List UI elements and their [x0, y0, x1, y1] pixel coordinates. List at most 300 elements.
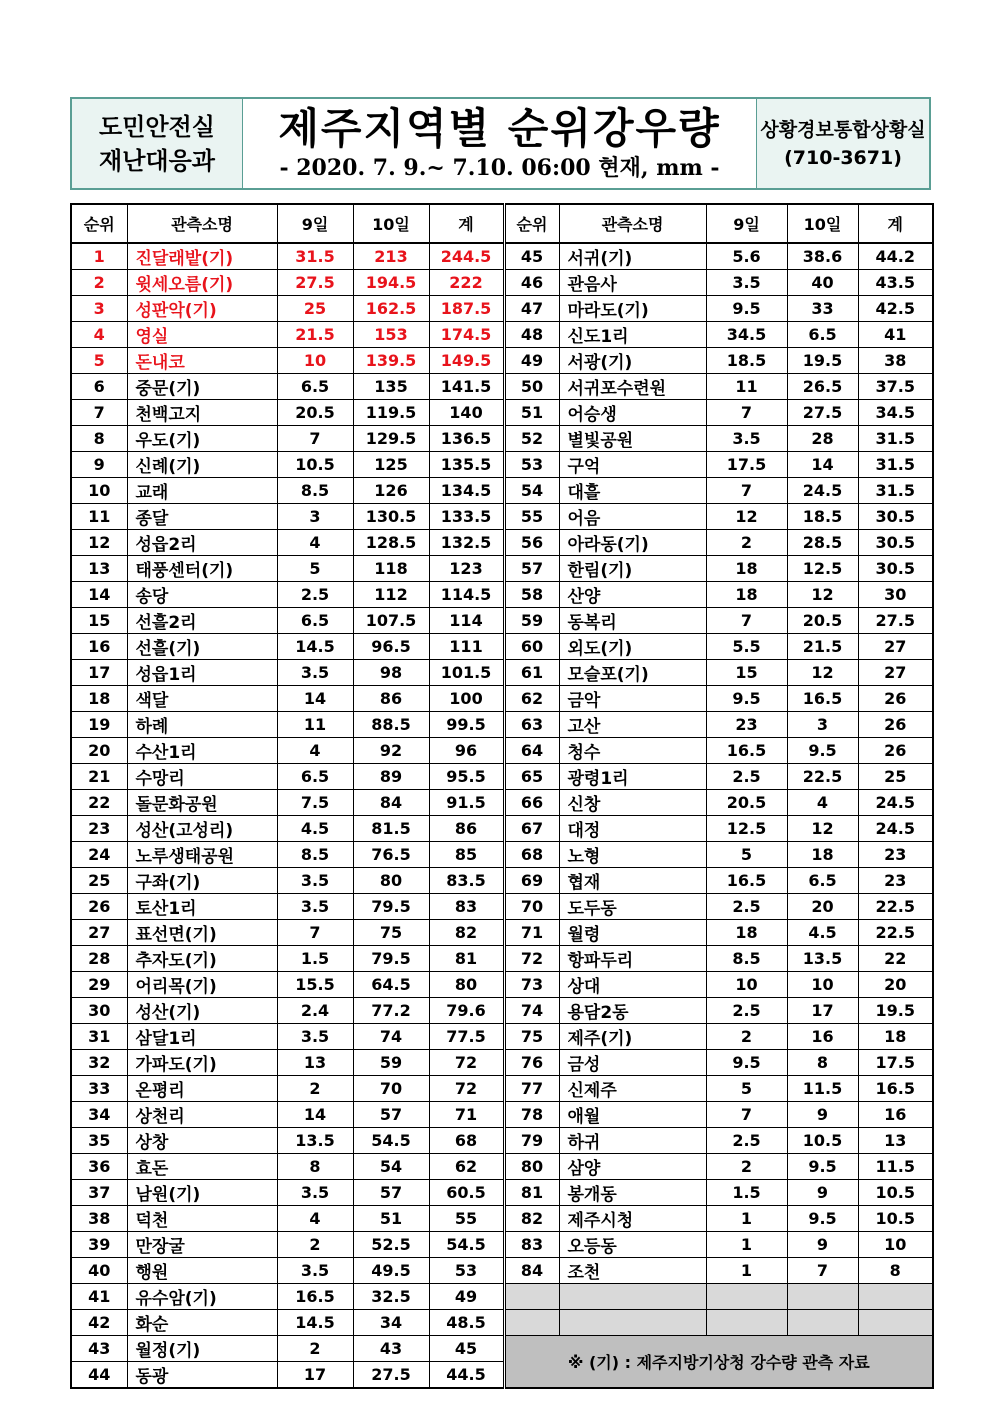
right-rank-cell: 55: [504, 504, 559, 530]
left-station-cell: 월정(기): [127, 1336, 277, 1362]
left-day9-cell: 5: [277, 556, 353, 582]
right-day10-cell: 9: [787, 1180, 858, 1206]
left-total-cell: 140: [429, 400, 504, 426]
left-day9-cell: 3.5: [277, 1024, 353, 1050]
left-day10-cell: 34: [353, 1310, 429, 1336]
right-day10-cell: 16.5: [787, 686, 858, 712]
left-rank-cell: 20: [71, 738, 127, 764]
left-station-cell: 노루생태공원: [127, 842, 277, 868]
right-total-cell: 8: [858, 1258, 933, 1284]
right-day10-cell: 40: [787, 270, 858, 296]
right-total-cell: 42.5: [858, 296, 933, 322]
left-rank-cell: 15: [71, 608, 127, 634]
left-day10-cell: 52.5: [353, 1232, 429, 1258]
right-rank-cell: 74: [504, 998, 559, 1024]
left-station-cell: 추자도(기): [127, 946, 277, 972]
right-day9-cell: 9.5: [706, 686, 787, 712]
table-row: [71, 842, 933, 868]
right-total-cell: 25: [858, 764, 933, 790]
right-day10-cell: 20.5: [787, 608, 858, 634]
left-day9-cell: 11: [277, 712, 353, 738]
right-total-cell: 24.5: [858, 816, 933, 842]
right-rank-cell: 77: [504, 1076, 559, 1102]
left-rank-cell: 12: [71, 530, 127, 556]
right-rank-cell: 46: [504, 270, 559, 296]
right-day10-cell: 11.5: [787, 1076, 858, 1102]
table-row: [71, 920, 933, 946]
right-station-cell: 산양: [559, 582, 706, 608]
right-day10-cell: 20: [787, 894, 858, 920]
left-day9-cell: 8.5: [277, 842, 353, 868]
right-day9-cell: 23: [706, 712, 787, 738]
left-day9-cell: 3: [277, 504, 353, 530]
department-line2: 재난대응과: [99, 146, 215, 175]
table-row: [71, 790, 933, 816]
right-rank-cell: 76: [504, 1050, 559, 1076]
right-total-cell: 23: [858, 868, 933, 894]
left-day9-cell: 7: [277, 920, 353, 946]
table-row: [71, 660, 933, 686]
left-day10-cell: 118: [353, 556, 429, 582]
right-day9-cell: 9.5: [706, 296, 787, 322]
right-station-cell: 어승생: [559, 400, 706, 426]
left-station-cell: 동광: [127, 1362, 277, 1389]
left-day9-cell: 3.5: [277, 1180, 353, 1206]
left-day10-cell: 128.5: [353, 530, 429, 556]
table-row: [71, 894, 933, 920]
left-rank-cell: 6: [71, 374, 127, 400]
right-day9-cell: 7: [706, 1102, 787, 1128]
right-station-cell: 서귀포수련원: [559, 374, 706, 400]
left-day10-cell: 135: [353, 374, 429, 400]
left-total-cell: 132.5: [429, 530, 504, 556]
left-station-cell: 덕천: [127, 1206, 277, 1232]
left-rank-cell: 1: [71, 243, 127, 270]
right-total-cell: 23: [858, 842, 933, 868]
left-total-cell: 48.5: [429, 1310, 504, 1336]
table-row: [71, 998, 933, 1024]
left-day10-cell: 75: [353, 920, 429, 946]
empty-cell: [706, 1310, 787, 1336]
left-station-cell: 진달래밭(기): [127, 243, 277, 270]
left-total-cell: 101.5: [429, 660, 504, 686]
right-day10-cell: 6.5: [787, 868, 858, 894]
right-station-cell: 도두동: [559, 894, 706, 920]
right-day9-cell: 7: [706, 478, 787, 504]
left-day10-cell: 89: [353, 764, 429, 790]
table-row: [71, 634, 933, 660]
left-rank-cell: 27: [71, 920, 127, 946]
right-day9-cell: 5.6: [706, 243, 787, 270]
right-rank-cell: 79: [504, 1128, 559, 1154]
right-day10-cell: 14: [787, 452, 858, 478]
left-station-cell: 신례(기): [127, 452, 277, 478]
left-total-cell: 85: [429, 842, 504, 868]
left-rank-cell: 33: [71, 1076, 127, 1102]
left-day10-cell: 98: [353, 660, 429, 686]
right-day10-cell: 10.5: [787, 1128, 858, 1154]
left-day9-cell: 14.5: [277, 634, 353, 660]
right-day10-cell: 3: [787, 712, 858, 738]
right-day10-cell: 12.5: [787, 556, 858, 582]
right-total-cell: 37.5: [858, 374, 933, 400]
right-total-cell: 27: [858, 660, 933, 686]
left-station-cell: 천백고지: [127, 400, 277, 426]
table-row: [71, 1024, 933, 1050]
right-station-cell: 서귀(기): [559, 243, 706, 270]
table-row: [71, 374, 933, 400]
left-day10-cell: 54: [353, 1154, 429, 1180]
right-rank-cell: 81: [504, 1180, 559, 1206]
table-row: [71, 1336, 933, 1362]
right-day10-cell: 9: [787, 1102, 858, 1128]
right-total-cell: 10.5: [858, 1206, 933, 1232]
right-total-cell: 26: [858, 686, 933, 712]
left-station-cell: 상천리: [127, 1102, 277, 1128]
right-day9-cell: 1.5: [706, 1180, 787, 1206]
left-total-cell: 83: [429, 894, 504, 920]
left-station-cell: 상창: [127, 1128, 277, 1154]
empty-cell: [787, 1310, 858, 1336]
right-day9-cell: 17.5: [706, 452, 787, 478]
left-rank-cell: 24: [71, 842, 127, 868]
left-day9-cell: 2: [277, 1232, 353, 1258]
left-day10-cell: 57: [353, 1180, 429, 1206]
right-total-cell: 22.5: [858, 920, 933, 946]
right-day9-cell: 8.5: [706, 946, 787, 972]
table-row: [71, 1128, 933, 1154]
right-day10-cell: 38.6: [787, 243, 858, 270]
left-total-cell: 62: [429, 1154, 504, 1180]
right-rank-cell: 53: [504, 452, 559, 478]
right-day10-cell: 28.5: [787, 530, 858, 556]
left-day9-cell: 13: [277, 1050, 353, 1076]
department-line1: 도민안전실: [99, 112, 215, 141]
right-rank-cell: 84: [504, 1258, 559, 1284]
left-rank-cell: 18: [71, 686, 127, 712]
right-station-cell: 오등동: [559, 1232, 706, 1258]
left-day9-cell: 20.5: [277, 400, 353, 426]
right-total-cell: 31.5: [858, 478, 933, 504]
left-day9-cell: 14: [277, 1102, 353, 1128]
left-station-cell: 돌문화공원: [127, 790, 277, 816]
right-day9-cell: 12: [706, 504, 787, 530]
right-station-cell: 대흘: [559, 478, 706, 504]
right-total-cell: 26: [858, 738, 933, 764]
left-station-cell: 가파도(기): [127, 1050, 277, 1076]
right-total-cell: 20: [858, 972, 933, 998]
right-total-cell: 30: [858, 582, 933, 608]
right-station-cell: 금악: [559, 686, 706, 712]
table-row: [71, 946, 933, 972]
left-day9-cell: 10.5: [277, 452, 353, 478]
left-station-cell: 성읍1리: [127, 660, 277, 686]
left-station-cell: 성읍2리: [127, 530, 277, 556]
left-day9-cell: 7.5: [277, 790, 353, 816]
right-station-cell: 신제주: [559, 1076, 706, 1102]
right-day9-cell: 3.5: [706, 270, 787, 296]
right-day10-cell: 9.5: [787, 738, 858, 764]
right-day9-cell: 16.5: [706, 868, 787, 894]
right-day9-cell: 16.5: [706, 738, 787, 764]
left-day10-cell: 153: [353, 322, 429, 348]
left-rank-cell: 10: [71, 478, 127, 504]
left-rank-cell: 32: [71, 1050, 127, 1076]
left-total-cell: 244.5: [429, 243, 504, 270]
left-total-cell: 187.5: [429, 296, 504, 322]
header-total: 계: [858, 204, 933, 243]
right-rank-cell: 82: [504, 1206, 559, 1232]
left-day10-cell: 70: [353, 1076, 429, 1102]
table-row: [71, 816, 933, 842]
left-station-cell: 화순: [127, 1310, 277, 1336]
left-day10-cell: 80: [353, 868, 429, 894]
right-total-cell: 27: [858, 634, 933, 660]
left-station-cell: 선흘2리: [127, 608, 277, 634]
table-row: [71, 348, 933, 374]
right-day10-cell: 12: [787, 660, 858, 686]
right-rank-cell: 67: [504, 816, 559, 842]
table-row: [71, 1258, 933, 1284]
left-station-cell: 만장굴: [127, 1232, 277, 1258]
right-day10-cell: 21.5: [787, 634, 858, 660]
header-day10: 10일: [353, 204, 429, 243]
table-row: [71, 556, 933, 582]
right-day9-cell: 10: [706, 972, 787, 998]
left-day10-cell: 51: [353, 1206, 429, 1232]
right-total-cell: 16: [858, 1102, 933, 1128]
right-day9-cell: 2: [706, 1154, 787, 1180]
left-day10-cell: 112: [353, 582, 429, 608]
left-day10-cell: 79.5: [353, 894, 429, 920]
right-station-cell: 상대: [559, 972, 706, 998]
table-row: [71, 452, 933, 478]
right-station-cell: 봉개동: [559, 1180, 706, 1206]
right-day10-cell: 24.5: [787, 478, 858, 504]
left-rank-cell: 44: [71, 1362, 127, 1389]
left-station-cell: 유수암(기): [127, 1284, 277, 1310]
left-rank-cell: 7: [71, 400, 127, 426]
right-total-cell: 16.5: [858, 1076, 933, 1102]
left-total-cell: 81: [429, 946, 504, 972]
right-day10-cell: 10: [787, 972, 858, 998]
table-body: [71, 243, 933, 1388]
left-rank-cell: 41: [71, 1284, 127, 1310]
right-rank-cell: 47: [504, 296, 559, 322]
header-station: 관측소명: [127, 204, 277, 243]
left-rank-cell: 37: [71, 1180, 127, 1206]
right-station-cell: 금성: [559, 1050, 706, 1076]
right-day10-cell: 19.5: [787, 348, 858, 374]
right-day10-cell: 13.5: [787, 946, 858, 972]
left-day10-cell: 81.5: [353, 816, 429, 842]
right-day9-cell: 3.5: [706, 426, 787, 452]
right-rank-cell: 50: [504, 374, 559, 400]
right-day10-cell: 16: [787, 1024, 858, 1050]
right-station-cell: 용담2동: [559, 998, 706, 1024]
left-day9-cell: 4: [277, 1206, 353, 1232]
right-station-cell: 신창: [559, 790, 706, 816]
left-day10-cell: 126: [353, 478, 429, 504]
left-station-cell: 영실: [127, 322, 277, 348]
left-day10-cell: 43: [353, 1336, 429, 1362]
left-day9-cell: 8: [277, 1154, 353, 1180]
right-total-cell: 38: [858, 348, 933, 374]
right-rank-cell: 49: [504, 348, 559, 374]
left-day9-cell: 2: [277, 1336, 353, 1362]
left-total-cell: 72: [429, 1076, 504, 1102]
left-total-cell: 114: [429, 608, 504, 634]
table-row: [71, 1154, 933, 1180]
right-day10-cell: 12: [787, 816, 858, 842]
left-station-cell: 윗세오름(기): [127, 270, 277, 296]
right-day9-cell: 18: [706, 582, 787, 608]
right-day9-cell: 18.5: [706, 348, 787, 374]
empty-cell: [504, 1310, 559, 1336]
left-rank-cell: 5: [71, 348, 127, 374]
right-day10-cell: 18.5: [787, 504, 858, 530]
right-rank-cell: 60: [504, 634, 559, 660]
left-day10-cell: 107.5: [353, 608, 429, 634]
left-total-cell: 49: [429, 1284, 504, 1310]
table-row: [71, 400, 933, 426]
empty-cell: [559, 1284, 706, 1310]
left-rank-cell: 16: [71, 634, 127, 660]
right-day9-cell: 1: [706, 1232, 787, 1258]
right-day9-cell: 18: [706, 920, 787, 946]
right-total-cell: 44.2: [858, 243, 933, 270]
right-station-cell: 대정: [559, 816, 706, 842]
right-rank-cell: 51: [504, 400, 559, 426]
right-station-cell: 청수: [559, 738, 706, 764]
page-subtitle: - 2020. 7. 9.~ 7.10. 06:00 현재, mm -: [279, 154, 720, 181]
left-total-cell: 133.5: [429, 504, 504, 530]
header-rank: 순위: [504, 204, 559, 243]
table-row: [71, 1232, 933, 1258]
right-day9-cell: 2.5: [706, 1128, 787, 1154]
left-total-cell: 136.5: [429, 426, 504, 452]
left-total-cell: 99.5: [429, 712, 504, 738]
left-rank-cell: 31: [71, 1024, 127, 1050]
right-station-cell: 모슬포(기): [559, 660, 706, 686]
left-day10-cell: 96.5: [353, 634, 429, 660]
left-day9-cell: 3.5: [277, 660, 353, 686]
right-station-cell: 마라도(기): [559, 296, 706, 322]
right-total-cell: 34.5: [858, 400, 933, 426]
right-day10-cell: 26.5: [787, 374, 858, 400]
left-day9-cell: 15.5: [277, 972, 353, 998]
left-day10-cell: 27.5: [353, 1362, 429, 1389]
right-total-cell: 30.5: [858, 504, 933, 530]
left-day9-cell: 4.5: [277, 816, 353, 842]
left-day9-cell: 2.5: [277, 582, 353, 608]
right-day10-cell: 9: [787, 1232, 858, 1258]
table-row: [71, 1050, 933, 1076]
left-day10-cell: 32.5: [353, 1284, 429, 1310]
right-station-cell: 애월: [559, 1102, 706, 1128]
left-total-cell: 114.5: [429, 582, 504, 608]
left-rank-cell: 29: [71, 972, 127, 998]
left-total-cell: 86: [429, 816, 504, 842]
left-day10-cell: 194.5: [353, 270, 429, 296]
left-day9-cell: 7: [277, 426, 353, 452]
right-total-cell: 18: [858, 1024, 933, 1050]
right-station-cell: 아라동(기): [559, 530, 706, 556]
right-station-cell: 별빛공원: [559, 426, 706, 452]
title-box: [243, 99, 757, 188]
left-station-cell: 성판악(기): [127, 296, 277, 322]
table-row: [71, 764, 933, 790]
right-total-cell: 24.5: [858, 790, 933, 816]
right-day10-cell: 33: [787, 296, 858, 322]
table-row: [71, 322, 933, 348]
right-station-cell: 월령: [559, 920, 706, 946]
left-station-cell: 우도(기): [127, 426, 277, 452]
table-row: [71, 426, 933, 452]
left-station-cell: 종달: [127, 504, 277, 530]
right-rank-cell: 73: [504, 972, 559, 998]
header-total: 계: [429, 204, 504, 243]
left-day9-cell: 21.5: [277, 322, 353, 348]
left-station-cell: 수망리: [127, 764, 277, 790]
right-station-cell: 동복리: [559, 608, 706, 634]
left-total-cell: 53: [429, 1258, 504, 1284]
right-rank-cell: 75: [504, 1024, 559, 1050]
table-row: [71, 478, 933, 504]
right-day10-cell: 22.5: [787, 764, 858, 790]
left-station-cell: 남원(기): [127, 1180, 277, 1206]
left-day10-cell: 129.5: [353, 426, 429, 452]
left-station-cell: 효돈: [127, 1154, 277, 1180]
right-day10-cell: 17: [787, 998, 858, 1024]
right-day10-cell: 4.5: [787, 920, 858, 946]
left-total-cell: 44.5: [429, 1362, 504, 1389]
left-rank-cell: 42: [71, 1310, 127, 1336]
left-rank-cell: 17: [71, 660, 127, 686]
right-rank-cell: 65: [504, 764, 559, 790]
right-day9-cell: 1: [706, 1258, 787, 1284]
right-rank-cell: 78: [504, 1102, 559, 1128]
left-day10-cell: 162.5: [353, 296, 429, 322]
left-rank-cell: 13: [71, 556, 127, 582]
left-day10-cell: 213: [353, 243, 429, 270]
left-day10-cell: 57: [353, 1102, 429, 1128]
left-day10-cell: 77.2: [353, 998, 429, 1024]
left-station-cell: 송당: [127, 582, 277, 608]
right-total-cell: 10.5: [858, 1180, 933, 1206]
table-row: [71, 1076, 933, 1102]
right-station-cell: 고산: [559, 712, 706, 738]
left-day10-cell: 64.5: [353, 972, 429, 998]
left-total-cell: 68: [429, 1128, 504, 1154]
table-row: [71, 296, 933, 322]
right-day9-cell: 5: [706, 1076, 787, 1102]
left-total-cell: 135.5: [429, 452, 504, 478]
table-row: [71, 1206, 933, 1232]
left-total-cell: 83.5: [429, 868, 504, 894]
left-total-cell: 80: [429, 972, 504, 998]
left-station-cell: 행원: [127, 1258, 277, 1284]
right-total-cell: 11.5: [858, 1154, 933, 1180]
right-total-cell: 26: [858, 712, 933, 738]
empty-cell: [706, 1284, 787, 1310]
left-day9-cell: 6.5: [277, 374, 353, 400]
left-day9-cell: 27.5: [277, 270, 353, 296]
right-rank-cell: 62: [504, 686, 559, 712]
left-total-cell: 72: [429, 1050, 504, 1076]
left-station-cell: 어리목(기): [127, 972, 277, 998]
right-day9-cell: 2.5: [706, 894, 787, 920]
